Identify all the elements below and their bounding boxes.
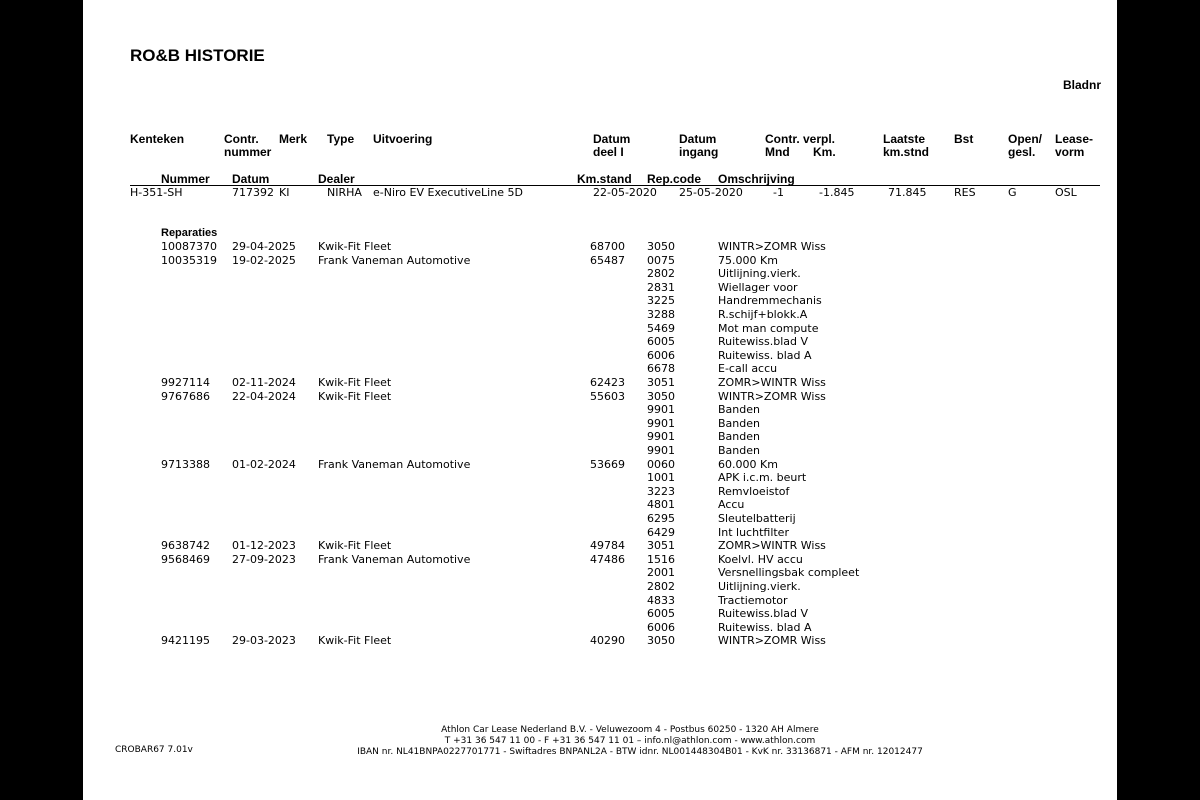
repair-datum: 02-11-2024	[232, 376, 296, 389]
repair-code: 6678	[647, 362, 675, 376]
repair-omschrijving: Ruitewiss.blad V	[718, 335, 809, 349]
subheader-nummer: Nummer	[161, 172, 210, 186]
repair-omschrijving: Banden	[718, 403, 760, 417]
repair-omschrijving: 75.000 Km	[718, 253, 778, 267]
repair-omschrijving: WINTR>ZOMR Wiss	[718, 634, 826, 648]
repair-code: 0060	[647, 457, 675, 471]
repair-nummer: 9568469	[161, 552, 210, 566]
repair-omschrijving: Ruitewiss.blad V	[718, 607, 809, 621]
repair-code: 3050	[647, 634, 675, 648]
repair-omschrijving: 60.000 Km	[718, 457, 778, 471]
repair-nummer: 9927114	[161, 376, 210, 389]
repair-omschrijving: ZOMR>WINTR Wiss	[718, 376, 826, 389]
repair-datum: 27-09-2023	[232, 552, 296, 566]
repair-code: 9901	[647, 416, 675, 430]
repair-datum: 29-03-2023	[232, 634, 296, 648]
repair-code: 6295	[647, 512, 675, 525]
repair-nummer: 9421195	[161, 634, 210, 648]
subheader-omschrijving: Omschrijving	[718, 172, 795, 186]
repair-code: 1001	[647, 471, 675, 485]
repair-omschrijving: Banden	[718, 416, 760, 430]
vehicle-datum-ingang: 25-05-2020	[679, 186, 743, 199]
repair-code: 5469	[647, 321, 675, 335]
repair-omschrijving: Mot man compute	[718, 321, 819, 335]
header-type: Type	[327, 132, 355, 146]
repair-omschrijving: Uitlijning.vierk.	[718, 267, 801, 281]
vehicle-open-gesl: G	[1008, 186, 1017, 199]
repair-nummer: 9767686	[161, 389, 210, 403]
repair-dealer: Frank Vaneman Automotive	[318, 457, 471, 471]
repair-code: 3050	[647, 240, 675, 253]
header-contr-verpl: Contr. verpl. Mnd Km.	[765, 132, 836, 159]
repair-code: 2802	[647, 267, 675, 281]
subheader-dealer: Dealer	[318, 172, 355, 186]
reparaties-heading: Reparaties	[161, 227, 218, 239]
vehicle-merk: KI	[279, 186, 290, 199]
header-uitvoering: Uitvoering	[373, 132, 433, 146]
repair-omschrijving: Ruitewiss. blad A	[718, 620, 812, 634]
repair-kmstand: 49784	[590, 539, 625, 553]
repair-dealer: Kwik-Fit Fleet	[318, 240, 392, 253]
repair-code: 3051	[647, 376, 675, 389]
header-datum-deel: Datum deel I	[593, 132, 631, 159]
repair-kmstand: 65487	[590, 253, 625, 267]
vehicle-uitvoering: e-Niro EV ExecutiveLine 5D	[373, 186, 523, 199]
repair-code: 9901	[647, 444, 675, 457]
repair-datum: 01-12-2023	[232, 539, 296, 553]
repair-omschrijving: Ruitewiss. blad A	[718, 348, 812, 362]
repair-kmstand: 55603	[590, 389, 625, 403]
repair-omschrijving: Banden	[718, 444, 760, 457]
repair-dealer: Kwik-Fit Fleet	[318, 634, 392, 648]
repair-kmstand: 40290	[590, 634, 625, 648]
repair-omschrijving: WINTR>ZOMR Wiss	[718, 389, 826, 403]
footer-registration: IBAN nr. NL41BNPA0227701771 - Swiftadres BNPANL2A - BTW idnr. NL001448304B01 - KvK nr. 33136871 - AFM nr. 12012477	[357, 747, 923, 757]
repair-code: 2001	[647, 566, 675, 580]
page-number-label: Bladnr	[1063, 78, 1102, 92]
header-merk: Merk	[279, 132, 308, 146]
repair-code: 3288	[647, 308, 675, 321]
header-open-gesl: Open/ gesl.	[1008, 132, 1043, 159]
header-laatste-kmstand: Laatste km.stnd	[883, 132, 930, 159]
repair-dealer: Kwik-Fit Fleet	[318, 376, 392, 389]
repair-omschrijving: R.schijf+blokk.A	[718, 308, 808, 321]
repair-code: 6429	[647, 525, 675, 539]
repair-kmstand: 47486	[590, 552, 625, 566]
header-datum-ingang: Datum ingang	[679, 132, 719, 159]
vehicle-kenteken: H-351-SH	[130, 186, 183, 199]
vehicle-bst: RES	[954, 186, 976, 199]
subheader-kmstand: Km.stand	[577, 172, 632, 186]
repair-code: 6006	[647, 620, 675, 634]
repair-omschrijving: Int luchtfilter	[718, 525, 789, 539]
repair-code: 6005	[647, 607, 675, 621]
footer-contact: T +31 36 547 11 00 - F +31 36 547 11 01 – info.nl@athlon.com - www.athlon.com	[444, 736, 816, 746]
vehicle-type: NIRHA	[327, 186, 362, 199]
version-label: CROBAR67 7.01v	[115, 745, 193, 755]
repair-datum: 19-02-2025	[232, 253, 296, 267]
repair-omschrijving: Uitlijning.vierk.	[718, 580, 801, 593]
repair-kmstand: 68700	[590, 240, 625, 253]
repair-omschrijving: Wiellager voor	[718, 280, 798, 294]
repair-omschrijving: Banden	[718, 430, 760, 444]
repair-code: 0075	[647, 253, 675, 267]
repair-code: 6006	[647, 348, 675, 362]
header-bst: Bst	[954, 132, 974, 146]
vehicle-laatste-kmstand: 71.845	[888, 186, 927, 199]
repair-omschrijving: Tractiemotor	[718, 593, 788, 607]
repair-code: 3050	[647, 389, 675, 403]
vehicle-mnd: -1	[773, 186, 784, 199]
repair-nummer: 9638742	[161, 539, 210, 553]
repair-code: 9901	[647, 430, 675, 444]
repair-code: 4801	[647, 498, 675, 512]
repair-nummer: 10035319	[161, 253, 217, 267]
repair-omschrijving: APK i.c.m. beurt	[718, 471, 807, 485]
repair-omschrijving: Sleutelbatterij	[718, 512, 796, 525]
repair-omschrijving: Koelvl. HV accu	[718, 552, 803, 566]
repair-omschrijving: Remvloeistof	[718, 484, 790, 498]
header-kenteken: Kenteken	[130, 132, 185, 146]
repair-omschrijving: Handremmechanis	[718, 294, 822, 308]
repair-dealer: Kwik-Fit Fleet	[318, 539, 392, 553]
footer-company: Athlon Car Lease Nederland B.V. - Veluwezoom 4 - Postbus 60250 - 1320 AH Almere	[441, 725, 819, 735]
repair-datum: 22-04-2024	[232, 389, 296, 403]
repair-nummer: 9713388	[161, 457, 210, 471]
page-title: RO&B HISTORIE	[130, 46, 265, 65]
vehicle-datum-deel: 22-05-2020	[593, 186, 657, 199]
repair-dealer: Kwik-Fit Fleet	[318, 389, 392, 403]
header-contract: Contr. nummer	[224, 132, 272, 159]
repair-dealer: Frank Vaneman Automotive	[318, 552, 471, 566]
repair-code: 3225	[647, 294, 675, 308]
repair-omschrijving: Versnellingsbak compleet	[718, 566, 860, 580]
repair-code: 3223	[647, 484, 675, 498]
repair-omschrijving: ZOMR>WINTR Wiss	[718, 539, 826, 553]
repair-code: 2802	[647, 580, 675, 593]
repair-kmstand: 53669	[590, 457, 625, 471]
subheader-repcode: Rep.code	[647, 172, 702, 186]
repair-dealer: Frank Vaneman Automotive	[318, 253, 471, 267]
repair-code: 3051	[647, 539, 675, 553]
repair-nummer: 10087370	[161, 240, 217, 253]
subheader-datum: Datum	[232, 172, 270, 186]
repair-code: 9901	[647, 403, 675, 417]
repair-code: 1516	[647, 552, 675, 566]
header-leasevorm: Lease- vorm	[1055, 132, 1094, 159]
repair-omschrijving: E-call accu	[718, 362, 778, 376]
repair-omschrijving: WINTR>ZOMR Wiss	[718, 240, 826, 253]
vehicle-leasevorm: OSL	[1055, 186, 1077, 199]
repair-datum: 29-04-2025	[232, 240, 296, 253]
repair-code: 2831	[647, 280, 675, 294]
vehicle-km: -1.845	[819, 186, 855, 199]
vehicle-contract: 717392	[232, 186, 274, 199]
repair-code: 4833	[647, 593, 675, 607]
repair-omschrijving: Accu	[718, 498, 745, 512]
repair-kmstand: 62423	[590, 376, 625, 389]
repair-code: 6005	[647, 335, 675, 349]
repair-datum: 01-02-2024	[232, 457, 296, 471]
